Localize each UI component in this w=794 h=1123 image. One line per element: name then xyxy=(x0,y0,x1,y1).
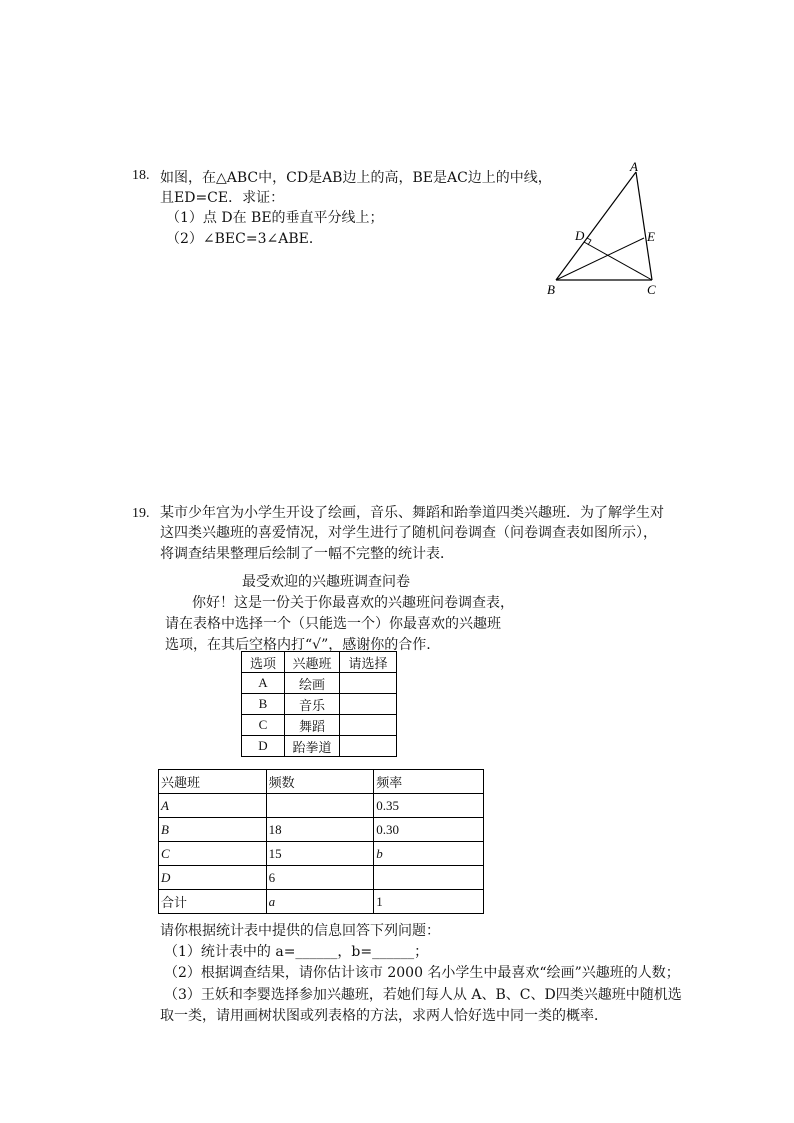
survey-option-cell: B xyxy=(242,694,285,715)
survey-option-cell: C xyxy=(242,715,285,736)
segment-cd xyxy=(584,242,652,280)
stats-row xyxy=(159,794,484,818)
survey-table xyxy=(241,651,397,757)
stats-rate-cell: 0.35 xyxy=(374,794,484,818)
stats-class-cell: A xyxy=(159,794,267,818)
stats-table xyxy=(158,769,484,914)
stats-total-rate: 1 xyxy=(374,890,484,914)
q19-sub1: （1）统计表中的 a=______，b=______； xyxy=(164,944,429,960)
stats-header-cell: 频率 xyxy=(374,770,484,794)
q19-sub2: （2）根据调查结果，请你估计该市 2000 名小学生中最喜欢“绘画”兴趣班的人数； xyxy=(164,965,680,981)
label-d: D xyxy=(575,228,585,243)
stats-header-cell: 兴趣班 xyxy=(159,770,267,794)
q19-sub3b: 取一类，请用画树状图或列表格的方法，求两人恰好选中同一类的概率． xyxy=(160,1008,608,1024)
stats-count-cell: 15 xyxy=(266,842,374,866)
q19-prompt: 请你根据统计表中提供的信息回答下列问题： xyxy=(160,923,440,939)
stats-row xyxy=(159,842,484,866)
q18-number: 18. xyxy=(132,168,150,183)
stats-class-cell: D xyxy=(159,866,267,890)
label-a: A xyxy=(630,160,638,174)
q18-intro: 如图，在△ABC中，CD是AB边上的高，BE是AC边上的中线， xyxy=(160,170,552,186)
survey-header-row xyxy=(242,652,397,673)
q18-part2: （2）∠BEC=3∠ABE． xyxy=(166,231,323,247)
survey-choice-cell[interactable] xyxy=(340,673,397,694)
stats-row xyxy=(159,866,484,890)
label-e: E xyxy=(647,229,655,244)
survey-header-cell: 选项 xyxy=(242,652,285,673)
survey-choice-cell[interactable] xyxy=(340,736,397,757)
stats-header-cell: 频数 xyxy=(266,770,374,794)
q19-sub3a: （3）王妖和李婴选择参加兴趣班，若她们每人从 A、B、C、D四类兴趣班中随机选 xyxy=(164,987,682,1003)
q19-line2: 这四类兴趣班的喜爱情况，对学生进行了随机问卷调查（问卷调查表如图所示）， xyxy=(160,525,657,541)
survey-header-cell: 请选择 xyxy=(340,652,397,673)
q19-line1: 某市少年宫为小学生开设了绘画，音乐、舞蹈和跆拳道四类兴趣班．为了解学生对 xyxy=(160,505,664,521)
stats-count-cell: 18 xyxy=(266,818,374,842)
stats-total-count: a xyxy=(266,890,374,914)
survey-row xyxy=(242,736,397,757)
stats-rate-cell: b xyxy=(374,842,484,866)
segment-be xyxy=(556,238,644,280)
survey-class-cell: 绘画 xyxy=(285,673,340,694)
stats-total-row xyxy=(159,890,484,914)
survey-class-cell: 音乐 xyxy=(285,694,340,715)
stats-class-cell: C xyxy=(159,842,267,866)
survey-row xyxy=(242,694,397,715)
survey-header-cell: 兴趣班 xyxy=(285,652,340,673)
q18-condition: 且ED=CE．求证： xyxy=(160,190,285,206)
survey-title: 最受欢迎的兴趣班调查问卷 xyxy=(242,574,410,590)
stats-class-cell: B xyxy=(159,818,267,842)
segment-ac xyxy=(636,172,652,280)
label-c: C xyxy=(647,282,656,297)
survey-greeting: 你好！这是一份关于你最喜欢的兴趣班问卷调查表， xyxy=(192,595,514,611)
stats-rate-cell xyxy=(374,866,484,890)
stats-count-cell xyxy=(266,794,374,818)
survey-choice-cell[interactable] xyxy=(340,715,397,736)
survey-class-cell: 跆拳道 xyxy=(285,736,340,757)
stats-count-cell: 6 xyxy=(266,866,374,890)
label-b: B xyxy=(547,282,555,297)
survey-choice-cell[interactable] xyxy=(340,694,397,715)
stats-rate-cell: 0.30 xyxy=(374,818,484,842)
q19-number: 19. xyxy=(132,506,150,521)
survey-row xyxy=(242,673,397,694)
survey-option-cell: A xyxy=(242,673,285,694)
stats-total-label: 合计 xyxy=(159,890,267,914)
survey-class-cell: 舞蹈 xyxy=(285,715,340,736)
q18-part1: （1）点 D在 BE的垂直平分线上； xyxy=(166,210,384,226)
stats-header-row xyxy=(159,770,484,794)
q19-line3: 将调查结果整理后绘制了一幅不完整的统计表． xyxy=(160,546,454,562)
survey-instruction-2: 选项，在其后空格内打“√”，感谢你的合作. xyxy=(165,637,431,653)
stats-row xyxy=(159,818,484,842)
survey-instruction-1: 请在表格中选择一个（只能选一个）你最喜欢的兴趣班 xyxy=(165,616,501,632)
survey-option-cell: D xyxy=(242,736,285,757)
survey-row xyxy=(242,715,397,736)
triangle-figure xyxy=(540,160,670,300)
